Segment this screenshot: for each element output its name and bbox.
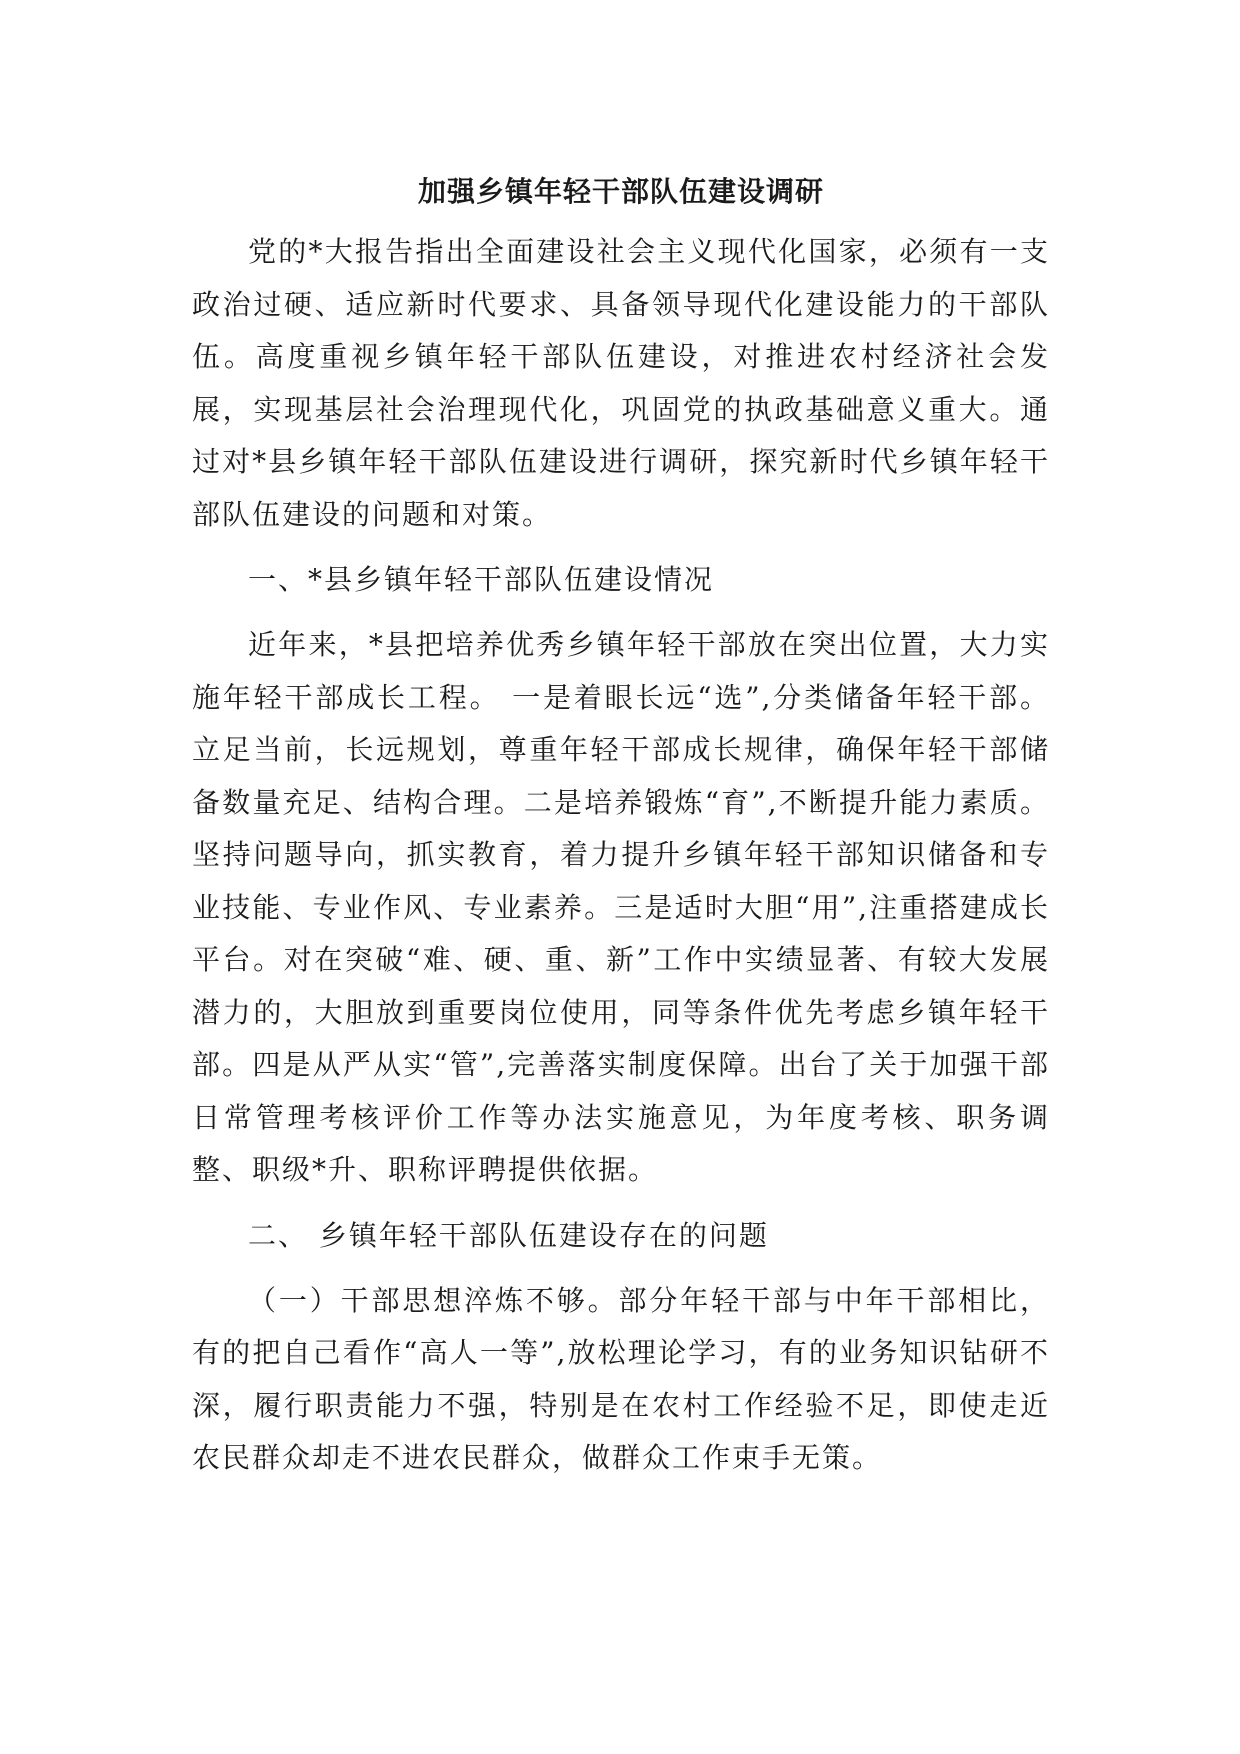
section-1-paragraph: 近年来，*县把培养优秀乡镇年轻干部放在突出位置，大力实施年轻干部成长工程。 一是着眼长远“选”,分类储备年轻干部。立足当前，长远规划，尊重年轻干部成长规律，确保年轻干部储备数量充足、结构合理。二是培养锻炼“育”,不断提升能力素质。坚持问题导向，抓实教育，着力提升乡镇年轻干部知识储备和专业技能、专业作风、专业素养。三是适时大胆“用”,注重搭建成长平台。对在突破“难、硬、重、新”工作中实绩显著、有较大发展潜力的，大胆放到重要岗位使用，同等条件优先考虑乡镇年轻干部。四是从严从实“管”,完善落实制度保障。出台了关于加强干部日常管理考核评价工作等办法实施意见，为年度考核、职务调整、职级*升、职称评聘提供依据。 bbox=[192, 628, 1050, 1186]
section-2-heading: 二、 乡镇年轻干部队伍建设存在的问题 bbox=[248, 1218, 769, 1252]
intro-paragraph: 党的*大报告指出全面建设社会主义现代化国家，必须有一支政治过硬、适应新时代要求、具备领导现代化建设能力的干部队伍。高度重视乡镇年轻干部队伍建设，对推进农村经济社会发展，实现基层社会治理现代化，巩固党的执政基础意义重大。通过对*县乡镇年轻干部队伍建设进行调研，探究新时代乡镇年轻干部队伍建设的问题和对策。 bbox=[192, 235, 1050, 531]
document-title: 加强乡镇年轻干部队伍建设调研 bbox=[417, 175, 824, 208]
section-2-paragraph: （一）干部思想淬炼不够。部分年轻干部与中年干部相比，有的把自己看作“高人一等”,放松理论学习，有的业务知识钻研不深，履行职责能力不强，特别是在农村工作经验不足，即使走近农民群众却走不进农民群众，做群众工作束手无策。 bbox=[192, 1283, 1050, 1474]
section-1-heading: 一、*县乡镇年轻干部队伍建设情况 bbox=[248, 563, 715, 596]
